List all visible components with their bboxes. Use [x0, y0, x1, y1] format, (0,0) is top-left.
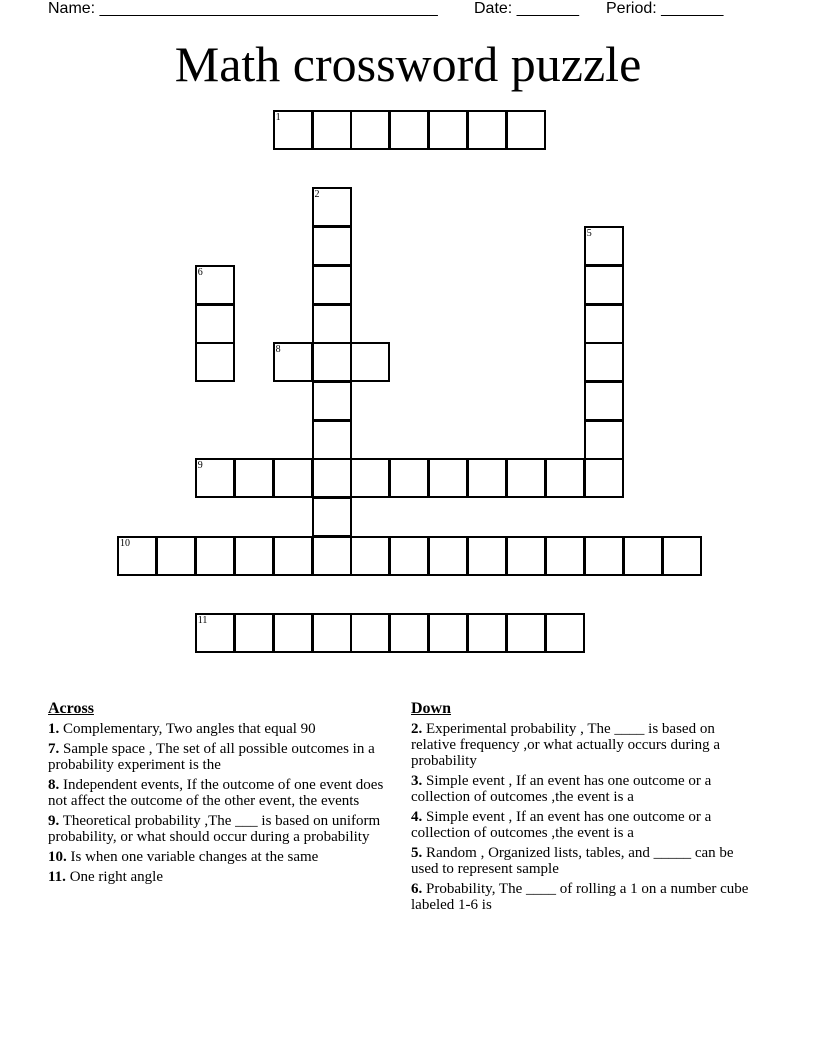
- crossword-cell[interactable]: [428, 613, 468, 653]
- crossword-cell[interactable]: [195, 304, 235, 344]
- crossword-cell[interactable]: [545, 613, 585, 653]
- down-clue: 2. Experimental probability , The ____ is based on relative frequency ,or what actually occurs during a probability: [411, 721, 721, 769]
- across-clue: 9. Theoretical probability ,The ___ is based on uniform probability, or what should occur during a probability: [48, 813, 381, 845]
- crossword-cell[interactable]: [156, 536, 196, 576]
- crossword-cell[interactable]: [312, 265, 352, 305]
- crossword-cell[interactable]: [350, 342, 390, 382]
- crossword-cell[interactable]: [584, 342, 624, 382]
- down-clue: 5. Random , Organized lists, tables, and _____ can be used to represent sample: [411, 845, 734, 877]
- cell-number: 5: [586, 228, 592, 240]
- crossword-cell[interactable]: [350, 613, 390, 653]
- crossword-cell[interactable]: [273, 613, 313, 653]
- crossword-cell[interactable]: [312, 226, 352, 266]
- down-clues: [411, 701, 756, 917]
- across-clue: 10. Is when one variable changes at the same: [48, 849, 319, 865]
- across-clue: 11. One right angle: [48, 869, 163, 885]
- crossword-cell[interactable]: [312, 497, 352, 537]
- crossword-cell[interactable]: [195, 613, 235, 653]
- across-clue: 7. Sample space , The set of all possible outcomes in a probability experiment is the: [48, 741, 375, 773]
- crossword-cell[interactable]: [350, 458, 390, 498]
- crossword-cell[interactable]: [312, 458, 352, 498]
- crossword-cell[interactable]: [312, 304, 352, 344]
- crossword-cell[interactable]: [467, 110, 507, 150]
- crossword-cell[interactable]: [312, 613, 352, 653]
- student-info-header: [0, 0, 816, 22]
- crossword-cell[interactable]: [584, 381, 624, 421]
- crossword-cell[interactable]: [662, 536, 702, 576]
- crossword-cell[interactable]: [467, 613, 507, 653]
- cell-number: 9: [197, 460, 203, 472]
- crossword-cell[interactable]: [234, 458, 274, 498]
- down-clue: 6. Probability, The ____ of rolling a 1 on a number cube labeled 1-6 is: [411, 881, 749, 913]
- across-clue: 8. Independent events, If the outcome of one event does not affect the outcome of the other event, the events: [48, 777, 384, 809]
- down-clue: 4. Simple event , If an event has one outcome or a collection of outcomes ,the event is a: [411, 809, 712, 841]
- crossword-cell[interactable]: [428, 110, 468, 150]
- crossword-cell[interactable]: [584, 304, 624, 344]
- crossword-cell[interactable]: [389, 613, 429, 653]
- crossword-cell[interactable]: [506, 536, 546, 576]
- crossword-cell[interactable]: [312, 342, 352, 382]
- cell-number: 11: [197, 615, 208, 627]
- crossword-cell[interactable]: [273, 536, 313, 576]
- crossword-cell[interactable]: [195, 458, 235, 498]
- crossword-cell[interactable]: [312, 536, 352, 576]
- cell-number: 2: [314, 189, 320, 201]
- crossword-cell[interactable]: [506, 613, 546, 653]
- crossword-cell[interactable]: [312, 420, 352, 460]
- crossword-cell[interactable]: [467, 536, 507, 576]
- crossword-cell[interactable]: [312, 381, 352, 421]
- crossword-cell[interactable]: [312, 110, 352, 150]
- cell-number: 6: [197, 266, 203, 278]
- crossword-cell[interactable]: [623, 536, 663, 576]
- across-heading: Across: [48, 700, 94, 717]
- down-clue: 3. Simple event , If an event has one outcome or a collection of outcomes ,the event is a: [411, 773, 712, 805]
- crossword-cell[interactable]: [428, 536, 468, 576]
- crossword-cell[interactable]: [584, 226, 624, 266]
- crossword-cell[interactable]: [234, 613, 274, 653]
- crossword-cell[interactable]: [584, 536, 624, 576]
- crossword-cell[interactable]: [584, 265, 624, 305]
- down-heading: Down: [411, 700, 452, 717]
- crossword-cell[interactable]: [584, 420, 624, 460]
- crossword-cell[interactable]: [389, 536, 429, 576]
- crossword-cell[interactable]: [195, 342, 235, 382]
- crossword-cell[interactable]: [350, 110, 390, 150]
- page-title: Math crossword puzzle: [174, 36, 642, 92]
- date-field-label[interactable]: Date: _______: [474, 0, 579, 17]
- crossword-cell[interactable]: [389, 458, 429, 498]
- crossword-cell[interactable]: [428, 458, 468, 498]
- cell-number: 1: [275, 112, 281, 123]
- crossword-cell[interactable]: [195, 536, 235, 576]
- crossword-cell[interactable]: [350, 536, 390, 576]
- period-field-label[interactable]: Period: _______: [606, 0, 724, 17]
- crossword-cell[interactable]: [389, 110, 429, 150]
- crossword-cell[interactable]: [584, 458, 624, 498]
- crossword-cell[interactable]: [312, 187, 352, 227]
- name-field-label[interactable]: Name: ______________________________________: [48, 0, 438, 17]
- crossword-cell[interactable]: [273, 458, 313, 498]
- across-clues: [48, 701, 393, 889]
- crossword-cell[interactable]: [195, 265, 235, 305]
- crossword-cell[interactable]: [506, 458, 546, 498]
- crossword-cell[interactable]: [506, 110, 546, 150]
- crossword-cell[interactable]: [545, 458, 585, 498]
- crossword-cell[interactable]: [545, 536, 585, 576]
- crossword-cell[interactable]: [273, 110, 313, 150]
- cell-number: 10: [120, 537, 130, 549]
- crossword-cell[interactable]: [273, 342, 313, 382]
- across-clue: 1. Complementary, Two angles that equal 90: [48, 721, 316, 737]
- crossword-cell[interactable]: [467, 458, 507, 498]
- crossword-cell[interactable]: [117, 536, 157, 576]
- cell-number: 8: [275, 344, 281, 356]
- crossword-cell[interactable]: [234, 536, 274, 576]
